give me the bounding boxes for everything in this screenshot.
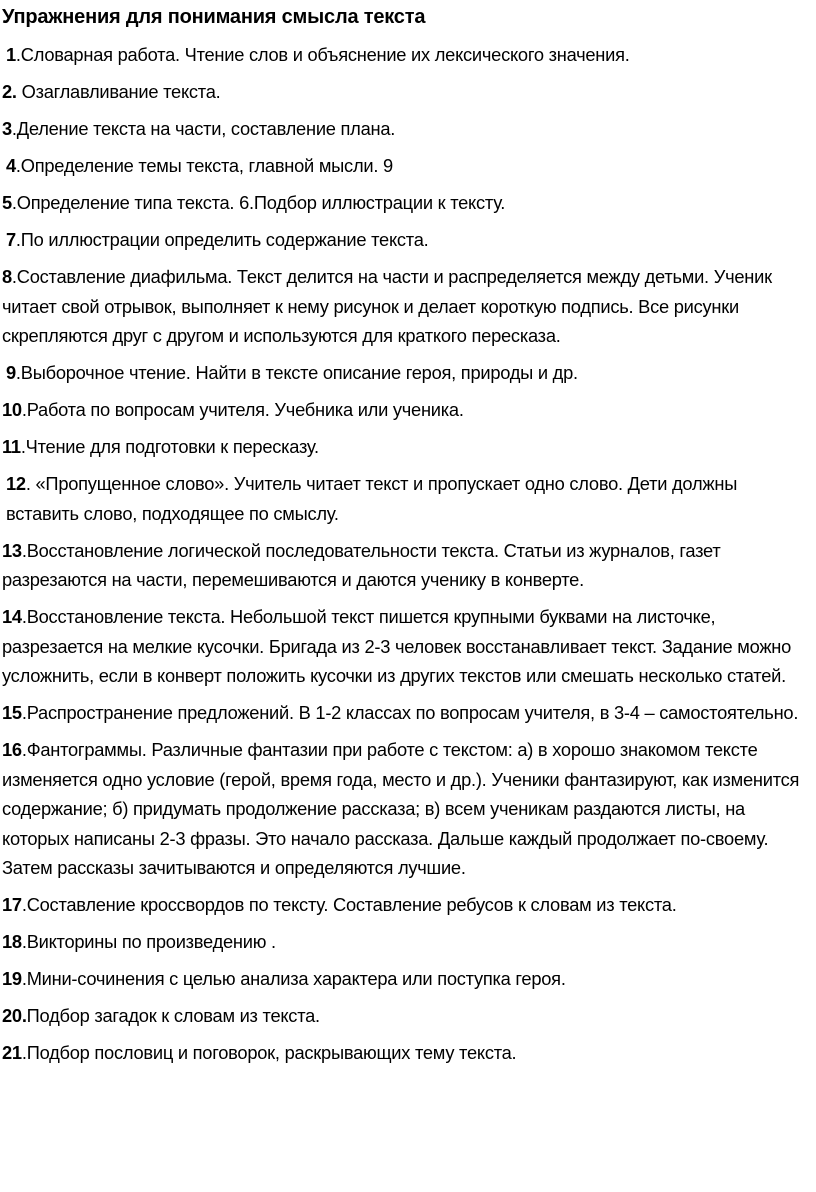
exercise-number: 20.: [2, 1005, 27, 1026]
exercise-text: Словарная работа. Чтение слов и объяснение их лексического значения.: [20, 44, 630, 65]
exercise-item: [2, 40, 812, 70]
exercise-item: [2, 358, 812, 388]
exercise-number: 2.: [2, 81, 17, 102]
document-title: Упражнения для понимания смысла текста: [2, 6, 426, 28]
exercise-separator: .: [21, 931, 27, 952]
exercise-item: [2, 114, 812, 144]
exercise-separator: .: [21, 1042, 27, 1063]
exercise-text: Выборочное чтение. Найти в тексте описание героя, природы и др.: [20, 362, 578, 383]
exercise-item: [2, 927, 812, 957]
exercise-item: [2, 432, 812, 462]
exercise-item: [2, 151, 812, 181]
exercise-number: 18: [2, 931, 22, 952]
exercise-item: [2, 536, 812, 595]
exercise-text: Распространение предложений. В 1-2 классах по вопросам учителя, в 3-4 – самостоятельно.: [26, 702, 799, 723]
exercise-number: 1: [6, 44, 16, 65]
exercise-number: 21: [2, 1042, 22, 1063]
exercise-number: 13: [2, 539, 22, 561]
exercise-number: 4: [6, 155, 16, 176]
exercise-separator: .: [25, 473, 36, 494]
exercise-separator: .: [15, 229, 21, 250]
exercise-text: Восстановление логической последовательности текста. Статьи из журналов, газет разрезаются на части, перемешиваются и даются ученику в конверте.: [2, 539, 721, 590]
exercise-text: Составление диафильма. Текст делится на части и распределяется между детьми. Ученик читает свой отрывок, выполняет к нему рисунок и делает короткую подпись. Все рисунки скрепляются друг с другом и используются для краткого пересказа.: [2, 266, 772, 346]
exercise-separator: .: [20, 436, 26, 457]
exercise-item: [2, 602, 812, 691]
exercise-text: Восстановление текста. Небольшой текст пишется крупными буквами на листочке, разрезается на мелкие кусочки. Бригада из 2-3 человек восстанавливает текст. Задание можно усложнить, если в конверт положить кусочки из других текстов или смешать несколько статей.: [2, 606, 792, 686]
exercise-item: [2, 735, 812, 883]
exercise-number: 19: [2, 968, 22, 989]
exercise-separator: .: [21, 399, 27, 420]
exercise-item: [2, 1001, 812, 1031]
exercise-item: [2, 77, 812, 107]
exercise-text: Деление текста на части, составление плана.: [16, 118, 396, 139]
exercise-separator: .: [21, 702, 27, 723]
exercise-number: 11: [2, 436, 21, 457]
exercise-item: [2, 1038, 812, 1068]
exercise-text: По иллюстрации определить содержание текста.: [20, 229, 429, 250]
exercise-text: «Пропущенное слово». Учитель читает текст и пропускает одно слово. Дети должны вставить слово, подходящее по смыслу.: [6, 473, 738, 524]
exercise-number: 3: [2, 118, 12, 139]
exercise-separator: .: [15, 155, 21, 176]
exercise-item: [2, 262, 812, 351]
exercise-text: Определение темы текста, главной мысли. 9: [20, 155, 393, 176]
exercise-text: Подбор пословиц и поговорок, раскрывающих тему текста.: [26, 1042, 517, 1063]
exercise-separator: .: [21, 539, 27, 561]
exercise-separator: .: [21, 894, 27, 915]
exercise-separator: .: [21, 606, 27, 627]
exercise-number: 17: [2, 894, 22, 915]
exercise-item: [2, 225, 812, 255]
exercise-text: Фантограммы. Различные фантазии при работе с текстом: а) в хорошо знакомом тексте изменяется одно условие (герой, время года, место и др.). Ученики фантазируют, как изменится содержание; б) придумать продолжение рассказа; в) всем ученикам раздаются листы, на которых написаны 2-3 фразы. Это начало рассказа. Дальше каждый продолжает по-своему. Затем рассказы зачитываются и определяются лучшие.: [2, 739, 800, 878]
exercise-number: 12: [6, 473, 26, 494]
exercise-number: 7: [6, 229, 16, 250]
exercise-item: [2, 964, 812, 994]
exercise-separator: .: [21, 739, 27, 760]
exercise-text: Определение типа текста. 6.Подбор иллюстрации к тексту.: [16, 192, 506, 213]
exercise-number: 9: [6, 362, 16, 383]
exercise-item: [2, 890, 812, 920]
exercise-text: Озаглавливание текста.: [21, 81, 221, 102]
exercise-text: Викторины по произведению .: [26, 931, 276, 952]
exercise-item: [2, 395, 812, 425]
exercise-text: Чтение для подготовки к пересказу.: [25, 436, 319, 457]
exercise-separator: .: [11, 266, 17, 287]
exercise-separator: .: [15, 362, 21, 383]
exercise-separator: .: [11, 192, 17, 213]
exercise-separator: .: [15, 44, 21, 65]
exercise-separator: .: [21, 968, 27, 989]
exercise-text: Составление кроссвордов по тексту. Составление ребусов к словам из текста.: [26, 894, 677, 915]
exercise-number: 16: [2, 739, 22, 760]
exercise-item: [2, 469, 812, 528]
exercise-text: Работа по вопросам учителя. Учебника или ученика.: [26, 399, 464, 420]
exercise-separator: .: [11, 118, 17, 139]
exercise-number: 15: [2, 702, 22, 723]
exercise-list: [2, 40, 812, 1068]
exercise-number: 5: [2, 192, 12, 213]
exercise-number: 8: [2, 266, 12, 287]
exercise-number: 14: [2, 606, 22, 627]
exercise-item: [2, 698, 812, 728]
exercise-text: Мини-сочинения с целью анализа характера или поступка героя.: [26, 968, 566, 989]
exercise-text: Подбор загадок к словам из текста.: [26, 1005, 320, 1026]
exercise-number: 10: [2, 399, 22, 420]
exercise-item: [2, 188, 812, 218]
